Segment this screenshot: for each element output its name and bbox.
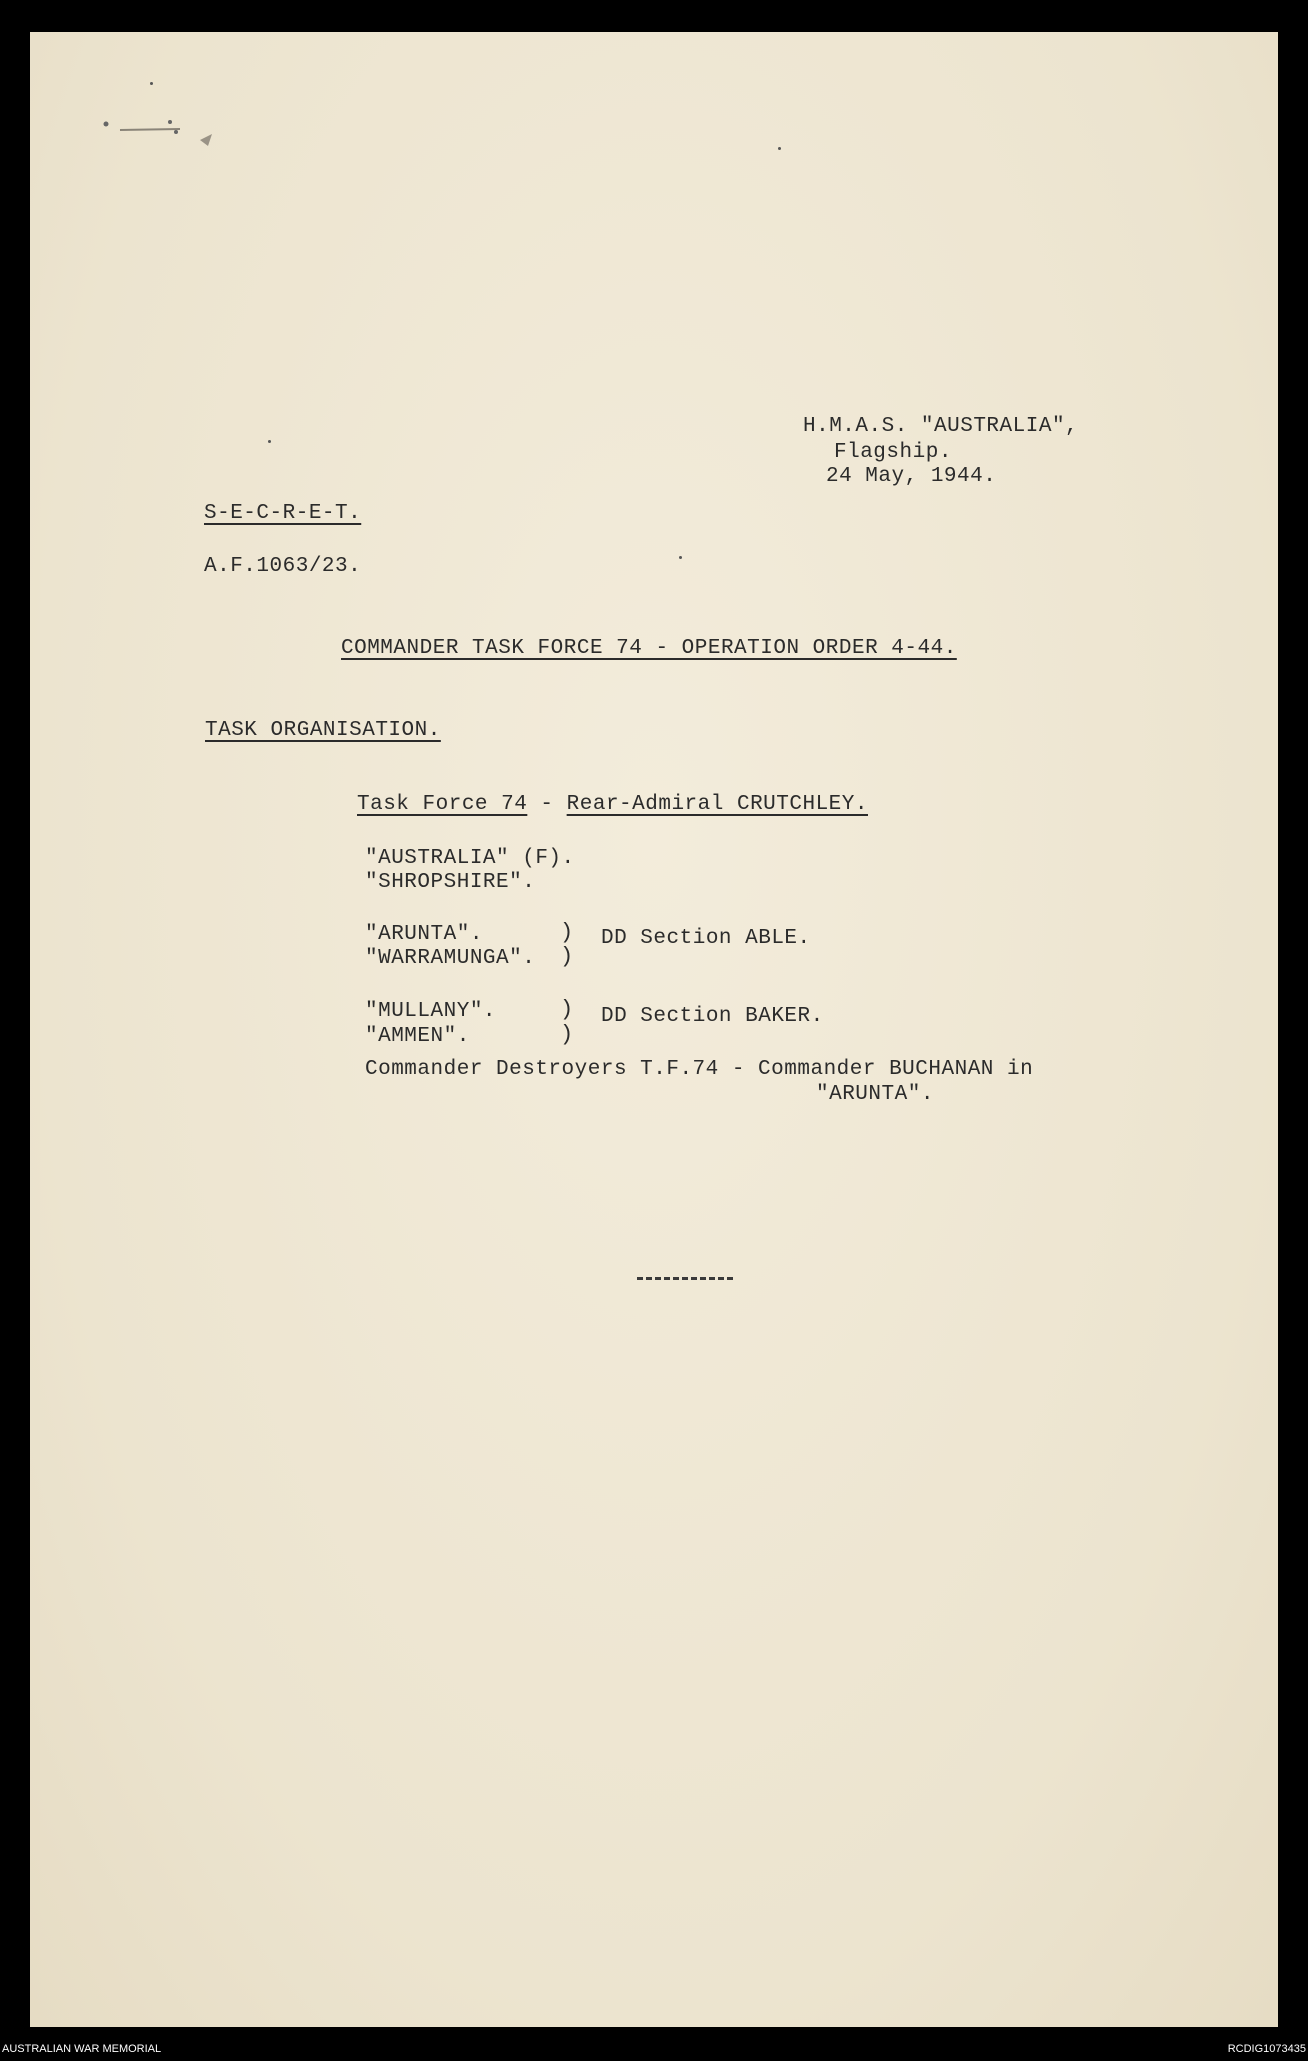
paper-speck (679, 556, 682, 559)
bracket-mark: ) (560, 1022, 574, 1047)
bracket-mark: ) (560, 997, 574, 1022)
section-able-label: DD Section ABLE. (601, 927, 811, 950)
section-able-ship-2: "WARRAMUNGA". (365, 947, 536, 970)
end-rule (637, 1277, 733, 1280)
section-able-ship-1: "ARUNTA". (365, 923, 483, 946)
paper-speck (778, 147, 781, 150)
footer-right-id: RCDIG1073435 (1227, 2043, 1306, 2055)
header-date: 24 May, 1944. (826, 465, 997, 488)
document-title: COMMANDER TASK FORCE 74 - OPERATION ORDER 4-44. (341, 637, 957, 660)
section-baker-label: DD Section BAKER. (601, 1005, 824, 1028)
cruiser-2: "SHROPSHIRE". (365, 871, 536, 894)
cruiser-1: "AUSTRALIA" (F). (365, 847, 575, 870)
footer-left-credit: AUSTRALIAN WAR MEMORIAL (2, 2043, 162, 2055)
task-force-separator: - (527, 793, 567, 816)
destroyer-commander-line-2: "ARUNTA". (816, 1083, 934, 1106)
task-force-name: Task Force 74 (357, 793, 528, 816)
staple-holes-mark (100, 120, 220, 150)
section-baker-ship-2: "AMMEN". (365, 1025, 470, 1048)
header-ship: H.M.A.S. "AUSTRALIA", (803, 415, 1079, 438)
header-role: Flagship. (834, 441, 952, 464)
task-force-line (357, 792, 868, 818)
paper-speck (150, 82, 153, 85)
paper-speck (268, 440, 271, 443)
file-reference: A.F.1063/23. (204, 555, 362, 578)
section-baker-ship-1: "MULLANY". (365, 1000, 497, 1023)
bracket-mark: ) (560, 944, 574, 969)
classification-mark: S-E-C-R-E-T. (204, 502, 362, 525)
task-force-commander: Rear-Admiral CRUTCHLEY. (566, 793, 868, 816)
bracket-mark: ) (560, 920, 574, 945)
section-heading: TASK ORGANISATION. (205, 719, 441, 742)
destroyer-commander-line-1: Commander Destroyers T.F.74 - Commander BUCHANAN in (365, 1058, 1034, 1081)
